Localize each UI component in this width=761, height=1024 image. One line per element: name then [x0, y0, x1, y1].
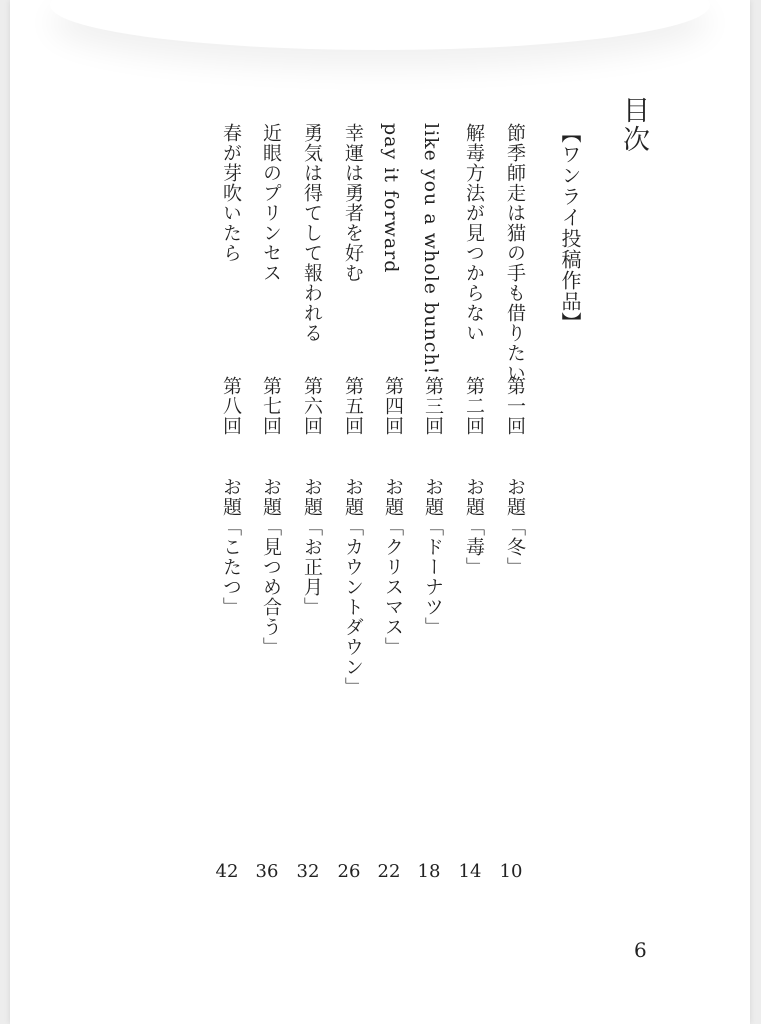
- toc-entry-page-number[interactable]: 18: [417, 861, 441, 882]
- toc-entry-title[interactable]: 幸運は勇者を好む: [342, 123, 364, 283]
- toc-entry-title[interactable]: 解毒方法が見つからない: [463, 123, 485, 343]
- toc-entry-theme: お題「毒」: [463, 477, 485, 577]
- toc-entry-title[interactable]: 春が芽吹いたら: [220, 123, 242, 263]
- toc-entry-round: 第三回: [422, 376, 444, 436]
- toc-entry-theme: お題「見つめ合う」: [260, 477, 282, 657]
- toc-entry-page-number[interactable]: 42: [215, 861, 239, 882]
- toc-entry-round: 第六回: [301, 376, 323, 436]
- toc-entry-round: 第八回: [220, 376, 242, 436]
- toc-entry-theme: お題「こたつ」: [220, 477, 242, 617]
- toc-entry-title[interactable]: pay it forward: [380, 123, 402, 274]
- toc-title: 目次: [618, 96, 649, 154]
- toc-entry-title[interactable]: 勇気は得てして報われる: [301, 123, 323, 343]
- toc-entry-round: 第一回: [504, 376, 526, 436]
- toc-entry-round: 第五回: [342, 376, 364, 436]
- toc-entry-title[interactable]: like you a whole bunch!: [420, 123, 442, 376]
- section-heading: 【ワンライ投稿作品】: [558, 123, 582, 333]
- toc-entry-page-number[interactable]: 32: [296, 861, 320, 882]
- toc-entry-page-number[interactable]: 22: [377, 861, 401, 882]
- toc-entry-round: 第七回: [260, 376, 282, 436]
- toc-entry-title[interactable]: 近眼のプリンセス: [260, 123, 282, 283]
- toc-entry-page-number[interactable]: 14: [458, 861, 482, 882]
- toc-entry-round: 第四回: [382, 376, 404, 436]
- toc-entry-title[interactable]: 節季師走は猫の手も借りたい: [504, 123, 526, 383]
- page-number: 6: [634, 938, 647, 962]
- book-page: [10, 0, 750, 1024]
- toc-entry-theme: お題「クリスマス」: [382, 477, 404, 657]
- toc-entry-theme: お題「カウントダウン」: [342, 477, 364, 697]
- toc-entry-page-number[interactable]: 10: [499, 861, 523, 882]
- toc-entry-theme: お題「ドーナツ」: [422, 477, 444, 637]
- toc-entry-theme: お題「お正月」: [301, 477, 323, 617]
- toc-entry-round: 第二回: [463, 376, 485, 436]
- toc-entry-page-number[interactable]: 36: [255, 861, 279, 882]
- toc-entry-theme: お題「冬」: [504, 477, 526, 577]
- toc-entry-page-number[interactable]: 26: [337, 861, 361, 882]
